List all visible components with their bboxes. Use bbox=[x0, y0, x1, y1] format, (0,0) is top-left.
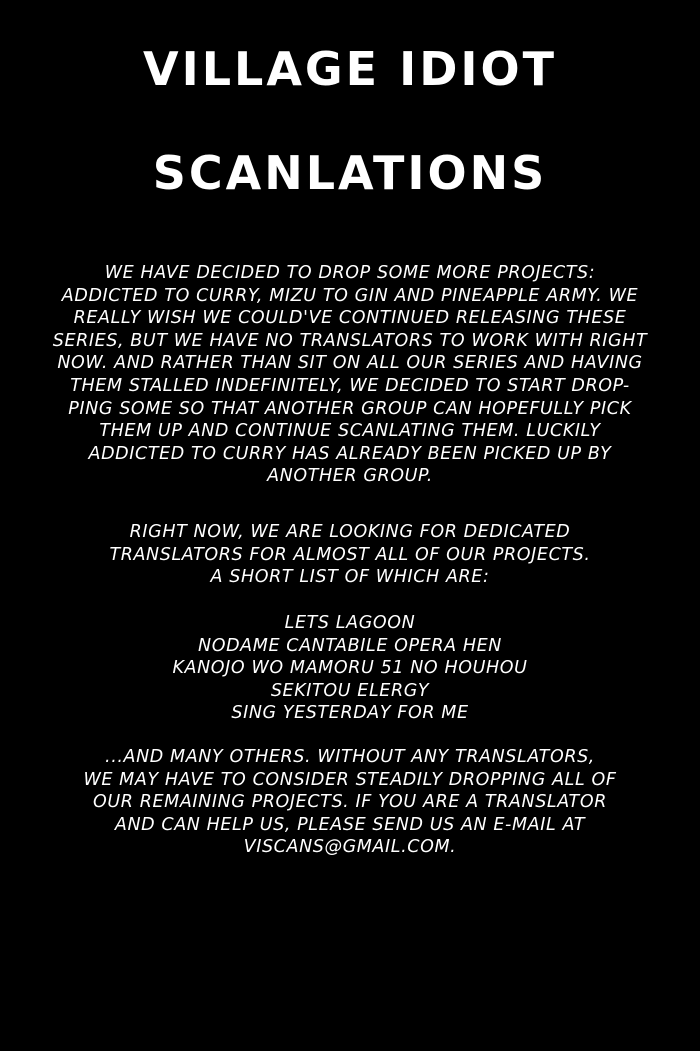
paragraph-line: REALLY WISH WE COULD'VE CONTINUED RELEASING THESE bbox=[73, 308, 627, 329]
paragraph-line: THEM STALLED INDEFINITELY, WE DECIDED TO START DROP- bbox=[70, 375, 630, 396]
dropped-projects-paragraph bbox=[20, 262, 680, 488]
email-address: VISCANS@GMAIL.COM. bbox=[243, 837, 457, 858]
paragraph-line: SERIES, BUT WE HAVE NO TRANSLATORS TO WORK WITH RIGHT bbox=[52, 330, 648, 351]
paragraph-line: ADDICTED TO CURRY HAS ALREADY BEEN PICKED UP BY bbox=[88, 443, 612, 464]
project-list-item: SEKITOU ELERGY bbox=[270, 680, 430, 701]
group-name-line-2: SCANLATIONS bbox=[152, 146, 548, 200]
paragraph-line: A SHORT LIST OF WHICH ARE: bbox=[210, 567, 490, 588]
project-list bbox=[20, 612, 680, 725]
paragraph-line: PING SOME SO THAT ANOTHER GROUP CAN HOPEFULLY PICK bbox=[68, 398, 632, 419]
paragraph-line: ANOTHER GROUP. bbox=[267, 466, 433, 487]
paragraph-line: TRANSLATORS FOR ALMOST ALL OF OUR PROJECTS. bbox=[109, 544, 591, 565]
paragraph-line: ...AND MANY OTHERS. WITHOUT ANY TRANSLATORS, bbox=[105, 747, 595, 767]
paragraph-line: RIGHT NOW, WE ARE LOOKING FOR DEDICATED bbox=[129, 522, 571, 542]
paragraph-line: WE MAY HAVE TO CONSIDER STEADILY DROPPING ALL OF bbox=[83, 769, 617, 790]
paragraph-line: ADDICTED TO CURRY, MIZU TO GIN AND PINEAPPLE ARMY. WE bbox=[61, 285, 639, 306]
paragraph-line: AND CAN HELP US, PLEASE SEND US AN E-MAIL AT bbox=[114, 814, 586, 835]
project-list-item: LETS LAGOON bbox=[284, 613, 416, 633]
group-name-line-1: VILLAGE IDIOT bbox=[142, 42, 558, 96]
project-list-item: SING YESTERDAY FOR ME bbox=[231, 703, 469, 724]
project-list-item: NODAME CANTABILE OPERA HEN bbox=[198, 635, 502, 656]
paragraph-line: THEM UP AND CONTINUE SCANLATING THEM. LUCKILY bbox=[99, 421, 601, 442]
paragraph-line: WE HAVE DECIDED TO DROP SOME MORE PROJECTS: bbox=[104, 263, 596, 283]
contact-paragraph bbox=[20, 746, 680, 859]
paragraph-line: OUR REMAINING PROJECTS. IF YOU ARE A TRANSLATOR bbox=[93, 792, 607, 813]
project-list-item: KANOJO WO MAMORU 51 NO HOUHOU bbox=[172, 658, 528, 679]
paragraph-line: NOW. AND RATHER THAN SIT ON ALL OUR SERIES AND HAVING bbox=[57, 353, 643, 374]
recruitment-paragraph bbox=[20, 521, 680, 589]
